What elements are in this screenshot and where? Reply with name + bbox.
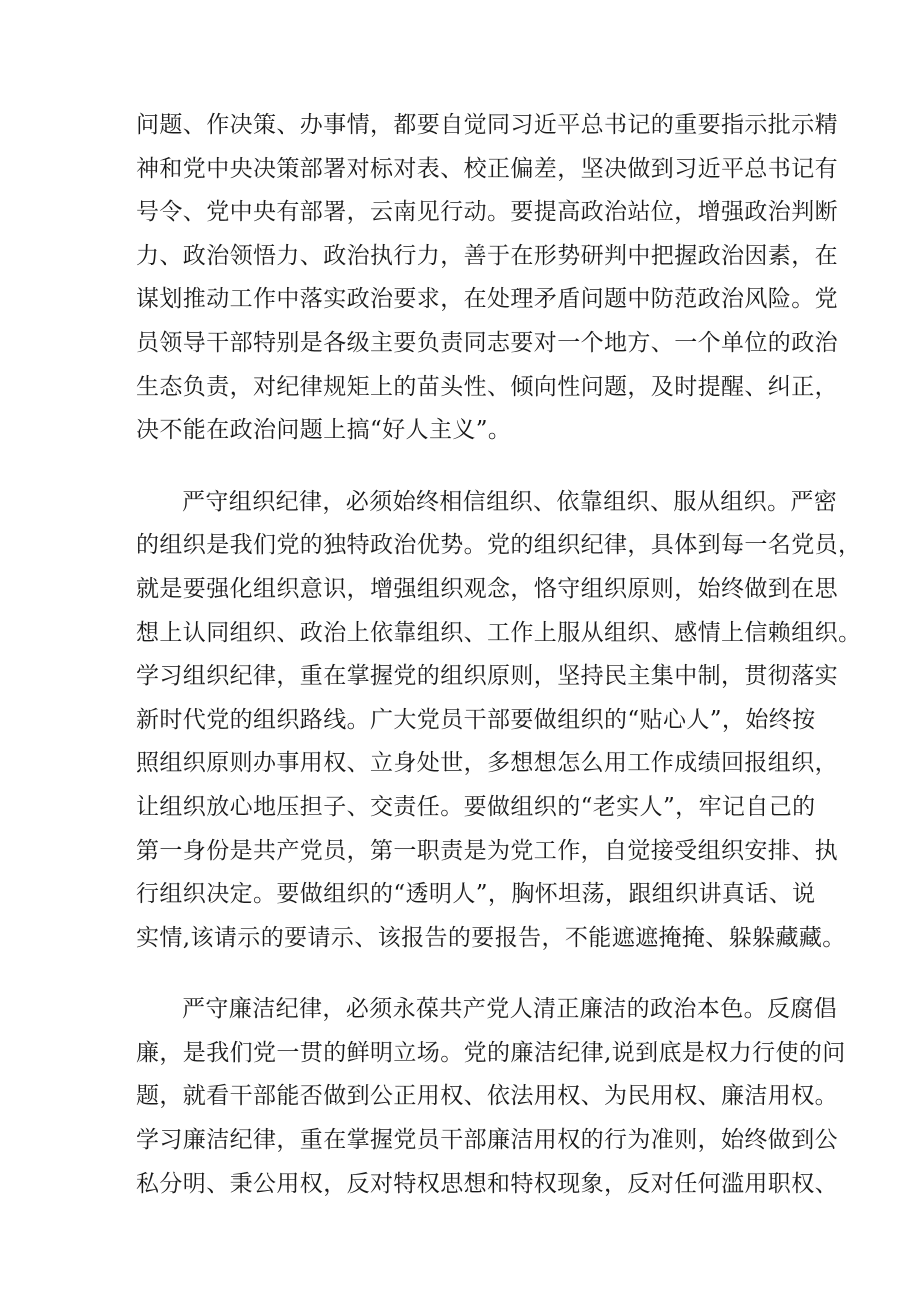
text-line: 严守组织纪律，必须始终相信组织、依靠组织、服从组织。严密 — [182, 488, 838, 515]
text-line: 照组织原则办事用权、立身处世，多想想怎么用工作成绩回报组织， — [136, 750, 838, 777]
text-line: 私分明、秉公用权，反对特权思想和特权现象，反对任何滥用职权、 — [136, 1170, 838, 1197]
paragraph-organizational-discipline — [136, 481, 862, 961]
body-text — [136, 104, 862, 1206]
text-line: 谋划推动工作中落实政治要求，在处理矛盾问题中防范政治风险。党 — [136, 286, 838, 313]
paragraph-political-discipline — [136, 104, 838, 453]
text-line: 新时代党的组织路线。广大党员干部要做组织的“贴心人”，始终按 — [136, 706, 816, 733]
text-line: 学习廉洁纪律，重在掌握党员干部廉洁用权的行为准则，始终做到公 — [136, 1127, 838, 1154]
text-line: 第一身份是共产党员，第一职责是为党工作，自觉接受组织安排、执 — [136, 837, 838, 864]
text-line: 想上认同组织、政治上依靠组织、工作上服从组织、感情上信赖组织。 — [136, 619, 862, 646]
text-line: 生态负责，对纪律规矩上的苗头性、倾向性问题，及时提醒、纠正， — [136, 373, 838, 400]
paragraph-spacer — [136, 960, 796, 988]
text-line: 员领导干部特别是各级主要负责同志要对一个地方、一个单位的政治 — [136, 329, 838, 356]
text-line: 决不能在政治问题上搞“好人主义”。 — [136, 417, 512, 444]
text-line: 学习组织纪律，重在掌握党的组织原则，坚持民主集中制，贯彻落实 — [136, 663, 838, 690]
text-line: 实情,该请示的要请示、该报告的要报告，不能遮遮掩掩、躲躲藏藏。 — [136, 924, 846, 951]
paragraph-spacer — [136, 453, 796, 481]
text-line: 力、政治领悟力、政治执行力，善于在形势研判中把握政治因素，在 — [136, 242, 838, 269]
text-line: 的组织是我们党的独特政治优势。党的组织纪律，具体到每一名党员， — [136, 532, 862, 559]
text-line: 严守廉洁纪律，必须永葆共产党人清正廉洁的政治本色。反腐倡 — [182, 996, 838, 1023]
text-line: 行组织决定。要做组织的“透明人”，胸怀坦荡，跟组织讲真话、说 — [136, 881, 816, 908]
text-line: 题，就看干部能否做到公正用权、依法用权、为民用权、廉洁用权。 — [136, 1083, 838, 1110]
text-line: 问题、作决策、办事情，都要自觉同习近平总书记的重要指示批示精 — [136, 112, 838, 138]
text-line: 神和党中央决策部署对标对表、校正偏差，坚决做到习近平总书记有 — [136, 155, 838, 182]
text-line: 廉，是我们党一贯的鲜明立场。党的廉洁纪律,说到底是权力行使的问 — [136, 1039, 846, 1066]
text-line: 让组织放心地压担子、交责任。要做组织的“老实人”，牢记自己的 — [136, 793, 816, 820]
text-line: 号令、党中央有部署，云南见行动。要提高政治站位，增强政治判断 — [136, 199, 838, 226]
paragraph-integrity-discipline — [136, 988, 846, 1206]
text-line: 就是要强化组织意识，增强组织观念，恪守组织原则，始终做到在思 — [136, 575, 838, 602]
